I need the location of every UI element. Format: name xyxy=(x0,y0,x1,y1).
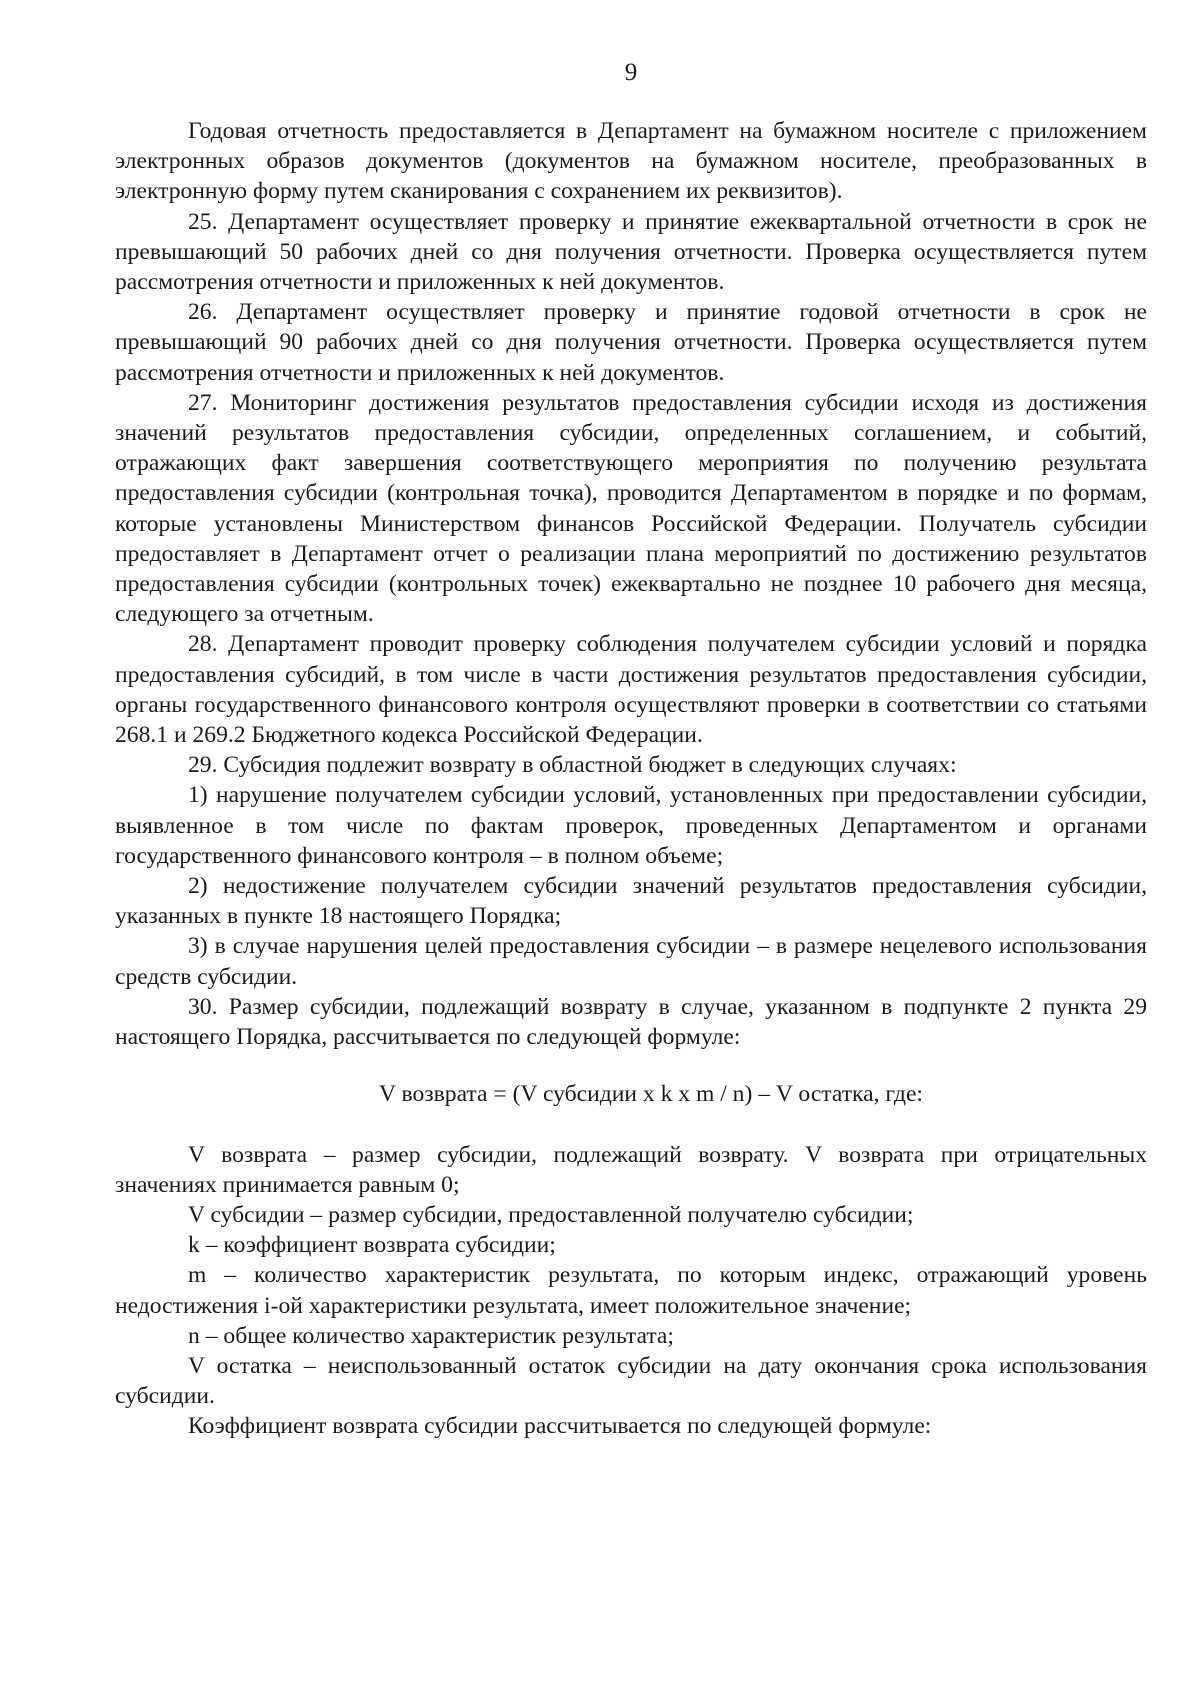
definition-k: k – коэффициент возврата субсидии; xyxy=(188,1232,556,1259)
paragraph-28: 28. Департамент проводит проверку соблюдения получателем субсидии условий и порядка предоставления субсидий, в том числе в части достижения результатов предоставления субсидии, органы государственного финансового контроля осуществляют проверки в соответствии со статьями 268.1 и 269.2 Бюджетного кодекса Российской Федерации. xyxy=(115,631,1147,749)
return-formula: V возврата = (V субсидии x k x m / n) – V остатка, где: xyxy=(379,1081,923,1108)
paragraph-27: 27. Мониторинг достижения результатов предоставления субсидии исходя из достижения значений результатов предоставления субсидии, определенных соглашением, и событий, отражающих факт завершения соответствующего мероприятия по получению результата предоставления субсидии (контрольная точка), проводится Департаментом в порядке и по формам, которые установлены Министерством финансов Российской Федерации. Получатель субсидии предоставляет в Департамент отчет о реализации плана мероприятий по достижению результатов предоставления субсидии (контрольных точек) ежеквартально не позднее 10 рабочего дня месяца, следующего за отчетным. xyxy=(115,389,1147,628)
definition-v-subsidy: V субсидии – размер субсидии, предоставленной получателю субсидии; xyxy=(188,1201,914,1228)
paragraph-26: 26. Департамент осуществляет проверку и принятие годовой отчетности в срок не превышающий 90 рабочих дней со дня получения отчетности. Проверка осуществляется путем рассмотрения отчетности и приложенных к ней документов. xyxy=(115,299,1147,386)
paragraph-29: 29. Субсидия подлежит возврату в областной бюджет в следующих случаях: xyxy=(188,752,957,779)
paragraph-29-item-1: 1) нарушение получателем субсидии условий, установленных при предоставлении субсидии, выявленное в том числе по фактам проверок, проведенных Департаментом и органами государственного финансового контроля – в полном объеме; xyxy=(115,782,1147,869)
definition-v-return: V возврата – размер субсидии, подлежащий возврату. V возврата при отрицательных значениях принимается равным 0; xyxy=(115,1141,1147,1198)
document-body xyxy=(115,116,1147,1442)
paragraph-30: 30. Размер субсидии, подлежащий возврату в случае, указанном в подпункте 2 пункта 29 настоящего Порядка, рассчитывается по следующей формуле: xyxy=(115,993,1147,1051)
definition-m: m – количество характеристик результата, по которым индекс, отражающий уровень недостижения i-ой характеристики результата, имеет положительное значение; xyxy=(115,1262,1147,1319)
paragraph-29-item-2: 2) недостижение получателем субсидии значений результатов предоставления субсидии, указанных в пункте 18 настоящего Порядка; xyxy=(115,873,1147,930)
definition-n: n – общее количество характеристик результата; xyxy=(188,1322,674,1349)
page-number: 9 xyxy=(624,59,638,86)
definition-v-remainder: V остатка – неиспользованный остаток субсидии на дату окончания срока использования субсидии. xyxy=(115,1352,1147,1410)
paragraph-29-item-3: 3) в случае нарушения целей предоставления субсидии – в размере нецелевого использования средств субсидии. xyxy=(115,933,1147,990)
paragraph-annual-report: Годовая отчетность предоставляется в Департамент на бумажном носителе с приложением электронных образов документов (документов на бумажном носителе, преобразованных в электронную форму путем сканирования с сохранением их реквизитов). xyxy=(115,118,1147,205)
paragraph-25: 25. Департамент осуществляет проверку и принятие ежеквартальной отчетности в срок не превышающий 50 рабочих дней со дня получения отчетности. Проверка осуществляется путем рассмотрения отчетности и приложенных к ней документов. xyxy=(115,208,1147,296)
paragraph-coefficient-intro: Коэффициент возврата субсидии рассчитывается по следующей формуле: xyxy=(188,1413,932,1440)
